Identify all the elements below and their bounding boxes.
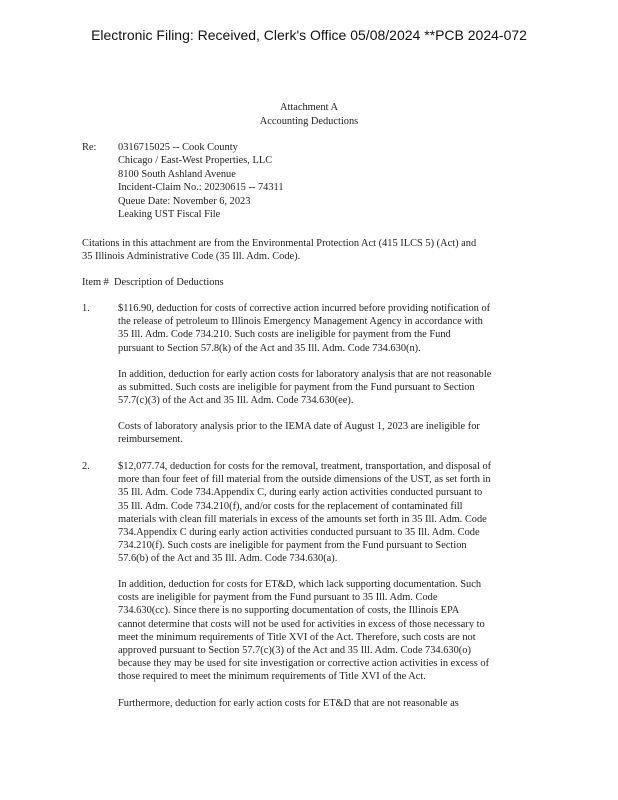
items-header: Item # Description of Deductions bbox=[82, 277, 224, 288]
text-line: 57.7(c)(3) of the Act and 35 Ill. Adm. Code 734.630(ee). bbox=[118, 395, 354, 407]
text-line: more than four feet of fill material from the outside dimensions of the UST, as set forth in bbox=[118, 474, 491, 486]
item-number: 1. bbox=[82, 303, 90, 314]
text-line: the release of petroleum to Illinois Emergency Management Agency in accordance with bbox=[118, 316, 483, 328]
text-line: In addition, deduction for early action costs for laboratory analysis that are not reasonable bbox=[118, 369, 492, 380]
text-line: reimbursement. bbox=[118, 434, 183, 446]
item-2-paragraph-2 bbox=[118, 578, 542, 684]
item-2-paragraph-3 bbox=[118, 697, 542, 710]
re-label: Re: bbox=[82, 142, 97, 153]
item-number: 2. bbox=[82, 461, 90, 472]
text-line: 35 Ill. Adm. Code 734.210. Such costs are ineligible for payment from the Fund bbox=[118, 329, 451, 341]
text-line: 734.210(f). Such costs are ineligible for payment from the Fund pursuant to Section bbox=[118, 540, 467, 552]
filing-banner: Electronic Filing: Received, Clerk's Office 05/08/2024 **PCB 2024-072 bbox=[91, 27, 527, 43]
text-line: Costs of laboratory analysis prior to the IEMA date of August 1, 2023 are ineligible for bbox=[118, 421, 480, 432]
item-1-paragraph-3 bbox=[118, 420, 542, 446]
text-line: cannot determine that costs will not be used for activities in excess of those necessary to bbox=[118, 618, 485, 630]
text-line: 57.6(b) of the Act and 35 Ill. Adm. Code 734.630(a). bbox=[118, 553, 338, 565]
citation-line: 35 Illinois Administrative Code (35 Ill. Adm. Code). bbox=[82, 251, 301, 263]
re-line: Incident-Claim No.: 20230615 -- 74311 bbox=[118, 182, 284, 194]
text-line: materials with clean fill materials in excess of the amounts set forth in 35 Ill. Adm. Code bbox=[118, 513, 487, 525]
text-line: 35 Ill. Adm. Code 734.210(f), and/or costs for the replacement of contaminated fill bbox=[118, 500, 463, 512]
citation-line: Citations in this attachment are from the Environmental Protection Act (415 ILCS 5) (Act) and bbox=[82, 238, 477, 249]
text-line: meet the minimum requirements of Title XVI of the Act. Therefore, such costs are not bbox=[118, 631, 476, 643]
re-line: 0316715025 -- Cook County bbox=[118, 142, 238, 153]
text-line: approved pursuant to Section 57.7(c)(3) of the Act and 35 Ill. Adm. Code 734.630(o) bbox=[118, 644, 471, 656]
title-line-2: Accounting Deductions bbox=[259, 116, 359, 127]
re-line: Chicago / East-West Properties, LLC bbox=[118, 155, 273, 167]
re-line: 8100 South Ashland Avenue bbox=[118, 168, 236, 180]
text-line: 35 Ill. Adm. Code 734.Appendix C, during early action activities conducted pursuant to bbox=[118, 487, 483, 499]
re-details bbox=[118, 141, 284, 221]
text-line: Furthermore, deduction for early action costs for ET&D that are not reasonable as bbox=[118, 698, 459, 709]
text-line: In addition, deduction for costs for ET&D, which lack supporting documentation. Such bbox=[118, 579, 482, 590]
text-line: $116.90, deduction for costs of corrective action incurred before providing notification of bbox=[118, 303, 491, 314]
text-line: costs are ineligible for payment from the Fund pursuant to 35 Ill. Adm. Code bbox=[118, 592, 438, 604]
re-line: Leaking UST Fiscal File bbox=[118, 208, 221, 220]
text-line: 734.630(cc). Since there is no supporting documentation of costs, the Illinois EPA bbox=[118, 605, 460, 617]
text-line: as submitted. Such costs are ineligible for payment from the Fund pursuant to Section bbox=[118, 382, 475, 394]
text-line: 734.Appendix C during early action activities conducted pursuant to 35 Ill. Adm. Code bbox=[118, 526, 480, 538]
attachment-title bbox=[0, 101, 618, 129]
citations-paragraph bbox=[82, 237, 537, 263]
text-line: pursuant to Section 57.8(k) of the Act and 35 Ill. Adm. Code 734.630(n). bbox=[118, 342, 421, 354]
text-line: because they may be used for site investigation or corrective action activities in excess of bbox=[118, 658, 490, 670]
item-1-paragraph-2 bbox=[118, 368, 542, 408]
text-line: $12,077.74, deduction for costs for the removal, treatment, transportation, and disposal of bbox=[118, 461, 492, 472]
re-line: Queue Date: November 6, 2023 bbox=[118, 195, 251, 207]
item-2-paragraph-1 bbox=[118, 460, 542, 566]
item-1-paragraph-1 bbox=[118, 302, 542, 355]
text-line: those required to meet the minimum requirements of Title XVI of the Act. bbox=[118, 671, 426, 683]
title-line-1: Attachment A bbox=[279, 102, 338, 113]
